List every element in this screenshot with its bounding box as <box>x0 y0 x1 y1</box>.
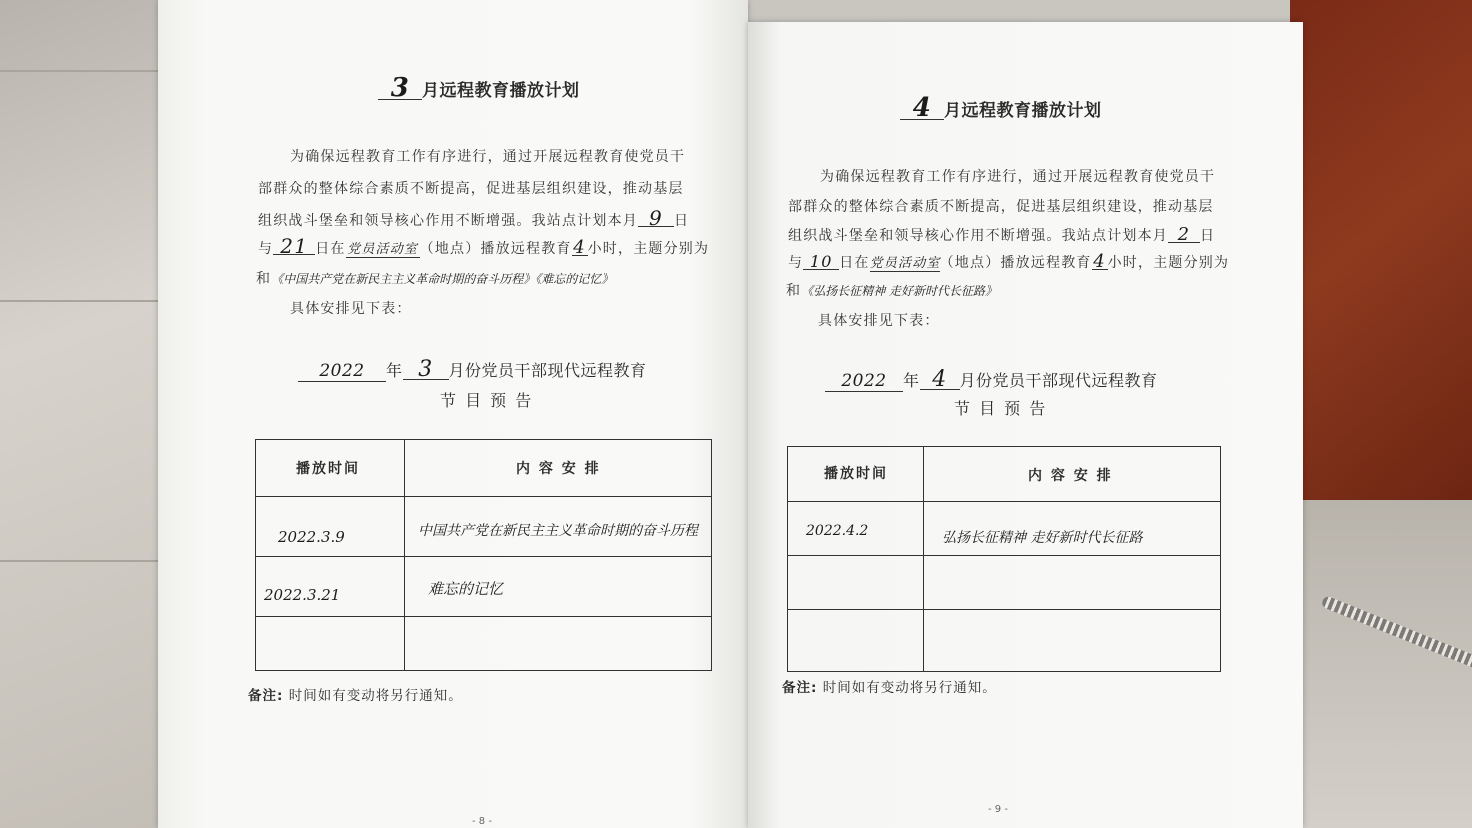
para-line-3-text: 组织战斗堡垒和领导核心作用不断增强。我站点计划本月 <box>788 228 1168 244</box>
header-time: 播放时间 <box>824 466 888 482</box>
title-month: 4 <box>900 97 944 120</box>
line4-prefix: 与 <box>788 255 804 271</box>
schedule-year: 2022 <box>298 361 386 382</box>
para-line-3 <box>788 225 1215 245</box>
table-row-divider <box>256 496 711 497</box>
table-row-divider <box>788 555 1220 556</box>
day2: 21 <box>273 238 315 255</box>
header-content: 内 容 安 排 <box>1028 468 1113 484</box>
table-col-divider <box>923 447 924 671</box>
line4-loc-label: （地点）播放远程教育 <box>939 255 1092 271</box>
line5-prefix: 和 <box>256 271 272 287</box>
schedule-title <box>298 358 647 382</box>
day-suffix: 日 <box>674 213 690 229</box>
para-line-4 <box>258 234 710 258</box>
schedule-subtitle: 节 目 预 告 <box>954 399 1048 418</box>
para-line-5 <box>256 268 613 288</box>
para-line-1: 为确保远程教育工作有序进行，通过开展远程教育使党员干 <box>820 169 1216 185</box>
schedule-table <box>255 439 712 671</box>
day2: 10 <box>803 255 839 270</box>
see-table-text: 具体安排见下表： <box>290 301 412 317</box>
para-line-2: 部群众的整体综合素质不断提高，促进基层组织建设，推动基层 <box>788 199 1214 215</box>
schedule-title <box>825 368 1158 392</box>
title-text: 月远程教育播放计划 <box>944 101 1102 121</box>
schedule-year-label: 年 <box>386 361 403 380</box>
header-content: 内 容 安 排 <box>516 461 601 477</box>
para-line-2: 部群众的整体综合素质不断提高，促进基层组织建设，推动基层 <box>258 181 684 197</box>
line4-loc-label: （地点）播放远程教育 <box>419 241 572 257</box>
para-line-5 <box>786 280 997 300</box>
floor-right <box>1290 500 1472 828</box>
hours: 4 <box>1093 251 1106 272</box>
row-1-time: 2022.3.9 <box>278 528 345 546</box>
line4-mid: 日在 <box>839 255 870 271</box>
row-1-time: 2022.4.2 <box>806 523 869 539</box>
line4-prefix: 与 <box>258 241 274 257</box>
para-line-4 <box>788 252 1229 272</box>
see-table-text: 具体安排见下表： <box>818 313 940 329</box>
page-number: - 9 - <box>988 804 1008 815</box>
left-page <box>158 0 748 828</box>
note <box>248 684 463 704</box>
row-1-content: 弘扬长征精神 走好新时代长征路 <box>942 530 1143 546</box>
floor-background <box>0 0 175 828</box>
right-page <box>748 22 1303 828</box>
line5-prefix: 和 <box>786 283 802 299</box>
schedule-month: 3 <box>403 361 449 380</box>
floor-tile-line <box>0 560 175 562</box>
table-col-divider <box>404 440 405 670</box>
note-text: 时间如有变动将另行通知。 <box>822 680 997 696</box>
para-line-3 <box>258 206 690 230</box>
title-month: 3 <box>378 77 422 100</box>
schedule-table <box>787 446 1221 672</box>
note <box>782 676 997 696</box>
para-line-3-text: 组织战斗堡垒和领导核心作用不断增强。我站点计划本月 <box>258 213 638 229</box>
title-text: 月远程教育播放计划 <box>422 81 580 101</box>
schedule-title-text: 月份党员干部现代远程教育 <box>959 371 1158 390</box>
hours: 4 <box>573 237 586 258</box>
schedule-title-text: 月份党员干部现代远程教育 <box>448 361 647 380</box>
note-text: 时间如有变动将另行通知。 <box>288 688 463 704</box>
location: 党员活动室 <box>346 238 420 258</box>
table-row-divider <box>788 501 1220 502</box>
row-2-content: 难忘的记忆 <box>428 580 504 598</box>
line4-end: 小时，主题分别为 <box>1107 255 1230 271</box>
day1: 2 <box>1168 228 1200 243</box>
table-row-divider <box>788 609 1220 610</box>
header-time: 播放时间 <box>296 461 360 477</box>
day1: 9 <box>638 210 674 227</box>
schedule-year: 2022 <box>825 371 903 392</box>
topics: 《中国共产党在新民主主义革命时期的奋斗历程》《难忘的记忆》 <box>271 272 614 286</box>
day-suffix: 日 <box>1200 228 1216 244</box>
para-line-1: 为确保远程教育工作有序进行，通过开展远程教育使党员干 <box>290 149 686 165</box>
note-label: 备注: <box>782 680 818 696</box>
table-row-divider <box>256 556 711 557</box>
row-1-content: 中国共产党在新民主主义革命时期的奋斗历程 <box>418 523 698 539</box>
line4-mid: 日在 <box>315 241 346 257</box>
page-number: - 8 - <box>472 816 492 827</box>
row-2-time: 2022.3.21 <box>264 586 341 604</box>
floor-tile-line <box>0 70 175 72</box>
wooden-table <box>1290 0 1472 520</box>
topics: 《弘扬长征精神 走好新时代长征路》 <box>801 284 998 298</box>
schedule-month: 4 <box>920 371 960 390</box>
location: 党员活动室 <box>870 252 940 272</box>
line4-end: 小时，主题分别为 <box>587 241 710 257</box>
note-label: 备注: <box>248 688 284 704</box>
schedule-subtitle: 节 目 预 告 <box>440 391 534 410</box>
table-row-divider <box>256 616 711 617</box>
schedule-year-label: 年 <box>903 371 920 390</box>
page-title <box>378 73 580 103</box>
page-title <box>900 93 1102 123</box>
floor-tile-line <box>0 300 175 302</box>
